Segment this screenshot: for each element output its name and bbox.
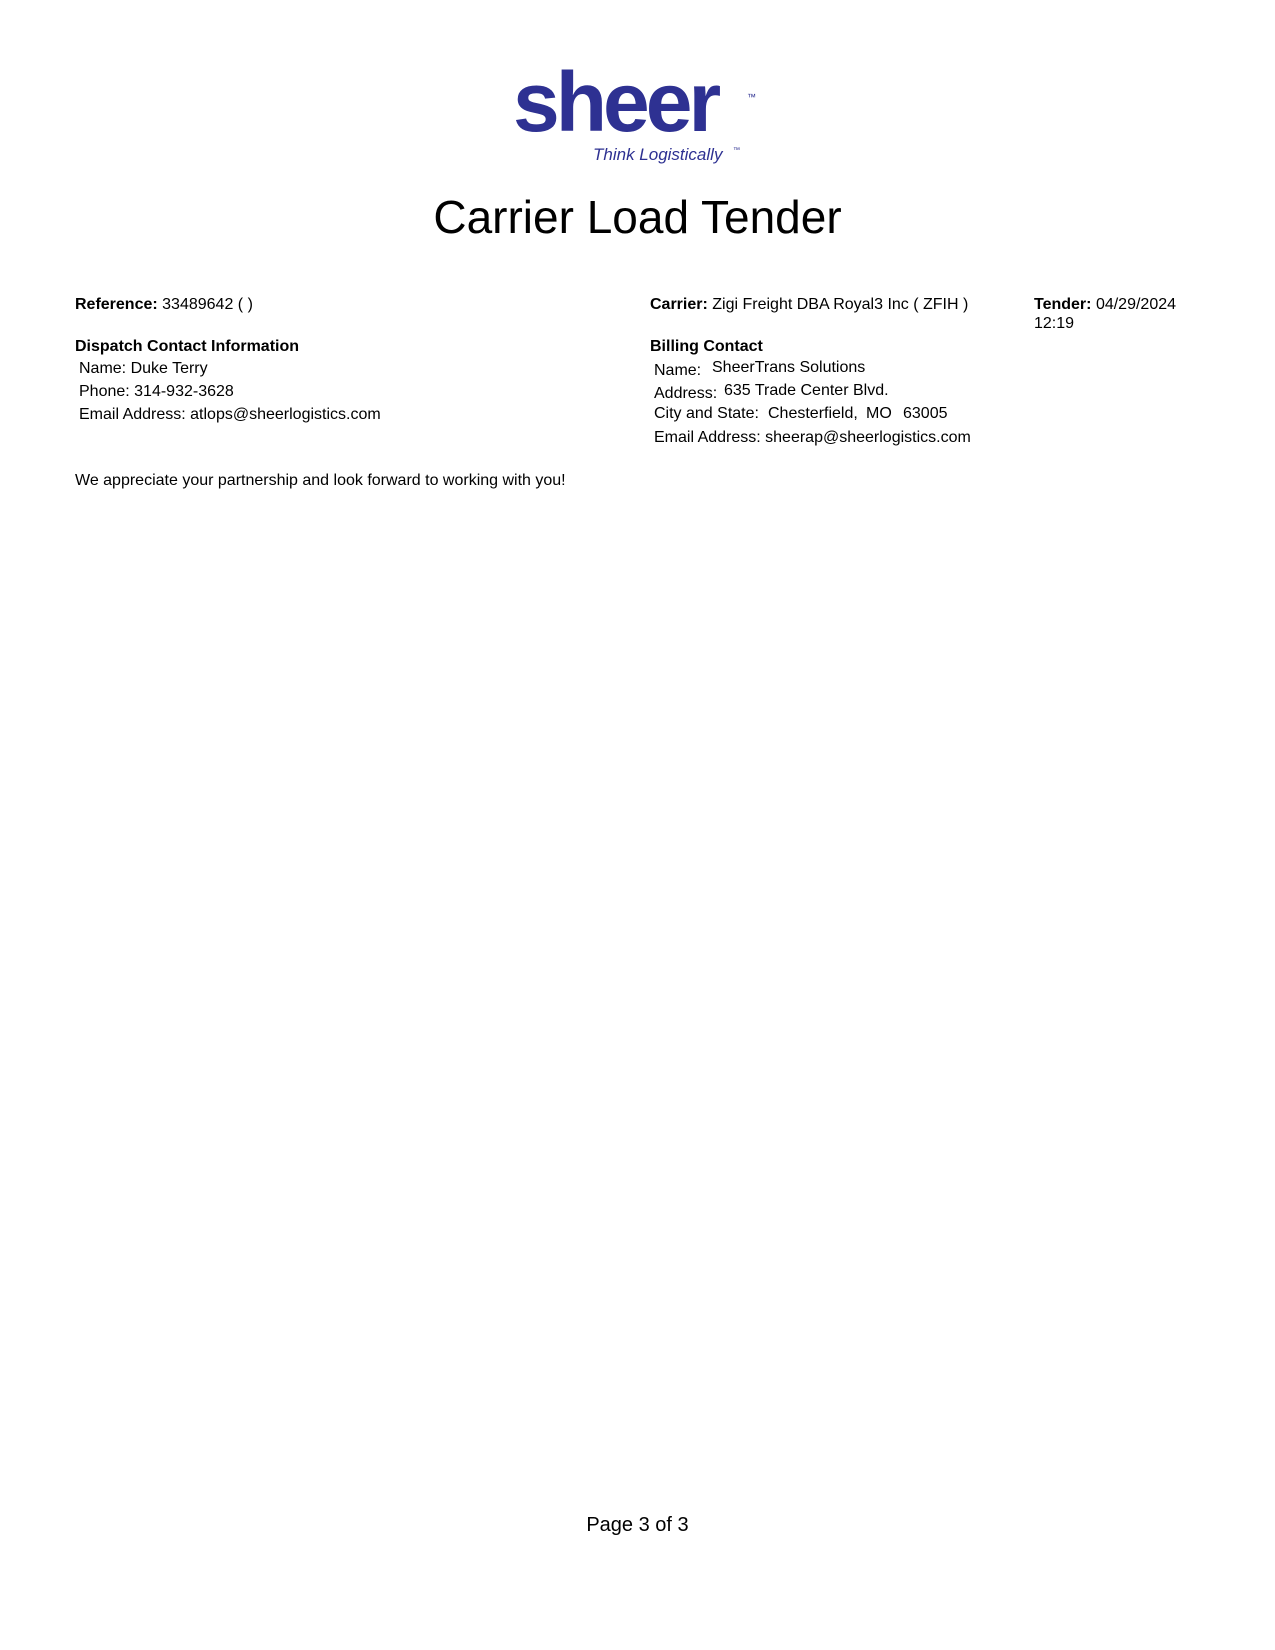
reference-label: Reference: <box>75 296 158 313</box>
billing-city-value: Chesterfield, <box>768 405 858 422</box>
brand-logo-trademark: ™ <box>747 92 756 102</box>
page-number: Page 3 of 3 <box>586 1514 689 1536</box>
document-title: Carrier Load Tender <box>433 191 842 243</box>
billing-name-value: SheerTrans Solutions <box>712 359 866 376</box>
billing-contact-email: Email Address: sheerap@sheerlogistics.com <box>654 429 971 446</box>
dispatch-contact-phone: Phone: 314-932-3628 <box>79 383 234 400</box>
carrier-value: Zigi Freight DBA Royal3 Inc ( ZFIH ) <box>712 296 969 313</box>
dispatch-contact-heading: Dispatch Contact Information <box>75 338 300 355</box>
billing-address-value: 635 Trade Center Blvd. <box>724 382 889 399</box>
tender-label: Tender: <box>1034 296 1092 313</box>
billing-address-label: Address: <box>654 385 718 402</box>
brand-tagline-trademark: ™ <box>733 147 740 154</box>
billing-zip-value: 63005 <box>903 405 948 422</box>
billing-contact-heading: Billing Contact <box>650 338 763 355</box>
billing-city-state-label: City and State: <box>654 405 759 422</box>
brand-logo-wordmark: sheer <box>513 55 718 149</box>
closing-message: We appreciate your partnership and look forward to working with you! <box>75 472 566 489</box>
carrier-label: Carrier: <box>650 296 708 313</box>
tender-date: 04/29/2024 <box>1095 296 1177 313</box>
carrier-field <box>650 295 968 314</box>
billing-name-label: Name: <box>654 362 702 379</box>
reference-value: 33489642 ( ) <box>162 296 253 313</box>
dispatch-contact-email: Email Address: atlops@sheerlogistics.com <box>79 406 381 423</box>
tender-time: 12:19 <box>1034 315 1075 332</box>
billing-state-value: MO <box>866 405 892 422</box>
brand-tagline: Think Logistically <box>593 145 723 164</box>
dispatch-contact-name: Name: Duke Terry <box>79 360 208 377</box>
tender-field <box>1034 295 1176 314</box>
reference-field <box>75 295 253 314</box>
